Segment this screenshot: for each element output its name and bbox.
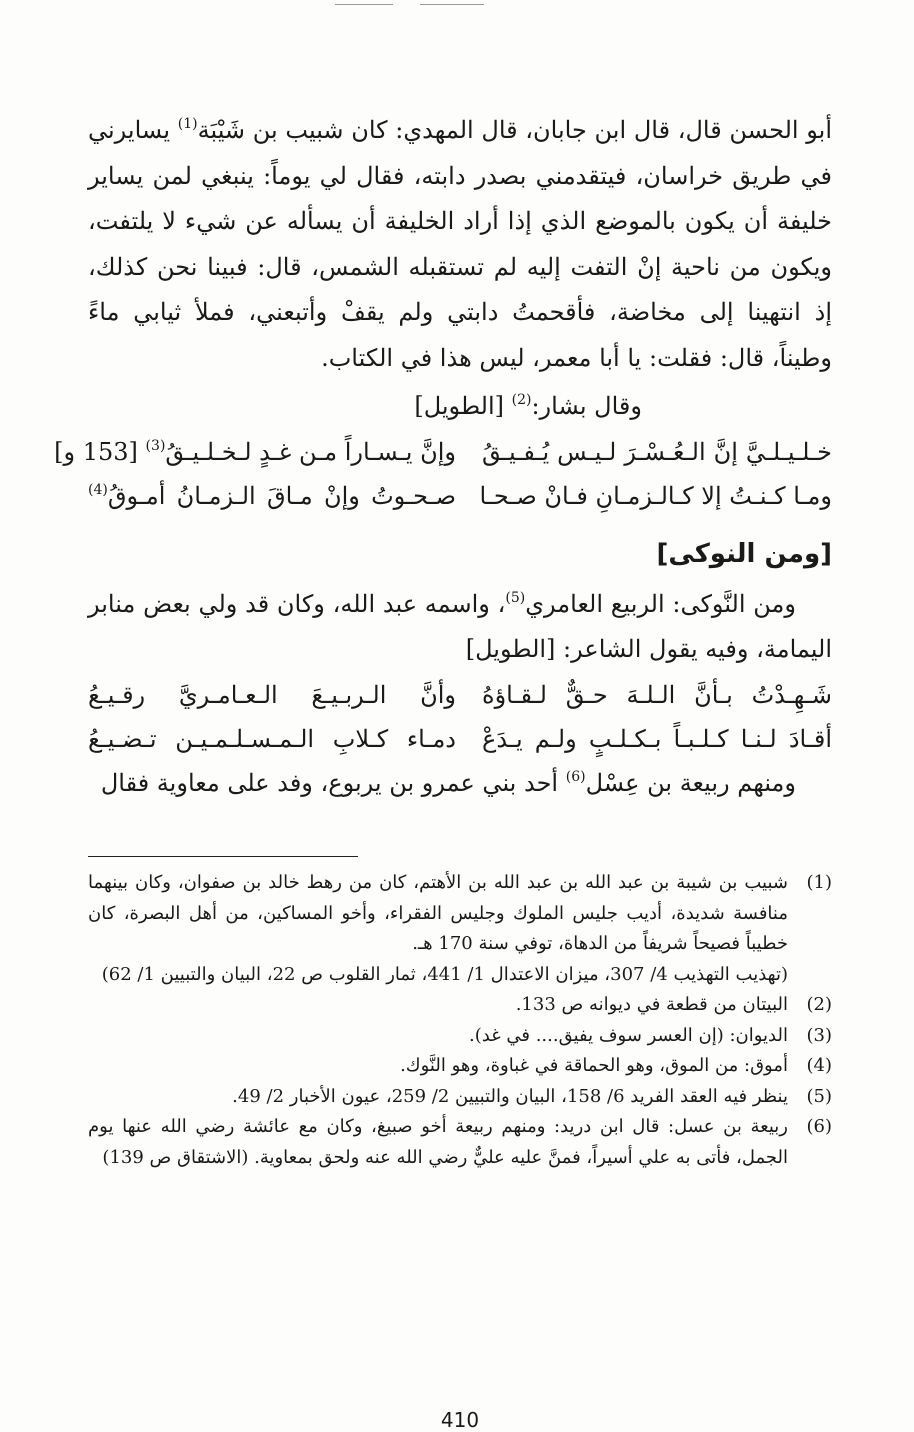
footnote-text: البيتان من قطعة في ديوانه ص 133. — [515, 994, 788, 1015]
footnote-6 — [88, 1112, 832, 1173]
paragraph-text: ومن النَّوكى: الربيع العامري — [525, 589, 796, 618]
paragraph-rabia-isl — [88, 761, 832, 807]
poet-intro-bashar — [88, 382, 832, 430]
paragraph-rabi-amiri — [88, 582, 832, 673]
paragraph-text-continued: أحد بني عمرو بن يربوع، وفد على معاوية فقال — [100, 768, 566, 797]
verse-hemistich-first: أقـادَ لـنـا كـلـبـاً بـكـلـبٍ ولـم يـدَعْ — [482, 724, 832, 753]
footnote-ref-2: (2) — [511, 391, 532, 408]
footnote-1 — [88, 868, 832, 990]
footnote-text: ربيعة بن عسل: قال ابن دريد: ومنهم ربيعة أخو صبيغ، وكان مع عائشة رضي الله عنها يوم الجمل، فأتى به علي أسيراً، فمنَّ عليه عليٌّ رضي الله عنه ولحق بمعاوية. (الاشتقاق ص 139) — [88, 1116, 788, 1168]
page-body — [54, 108, 833, 1432]
footnote-body — [88, 868, 788, 990]
footnote-number: (4) — [806, 1055, 832, 1076]
manuscript-folio-mark: [153 و] — [54, 437, 146, 466]
verse-hemistich-second: وأنَّ الـربـيـعَ الـعـامـريَّ رقـيـعُ — [88, 680, 456, 709]
footnote-2 — [88, 990, 832, 1021]
footnote-text: الديوان: (إن العسر سوف يفيق.... في غد). — [469, 1024, 788, 1046]
footnote-4 — [88, 1051, 832, 1082]
verse-hemistich-first: شَـهِـدْتُ بـأنَّ الـلـهَ حـقٌّ لـقـاؤهُ — [482, 680, 832, 709]
verse-line-4 — [88, 717, 832, 761]
verse-hemistich-first: خـلـيـلـيَّ إنَّ الـعُـسْـرَ لـيـس يُـفـيـقُ — [482, 437, 832, 466]
meter-label: [الطويل] — [414, 391, 512, 420]
hemistich-text: صـحـوتُ وإنْ مـاقَ الـزمـانُ أمـوقُ — [107, 481, 456, 510]
paragraph-mahdi-anecdote — [88, 108, 832, 382]
footnote-5 — [88, 1082, 832, 1113]
footnote-number: (2) — [806, 994, 832, 1015]
verse-line-1 — [54, 430, 832, 474]
footnote-3 — [88, 1021, 832, 1052]
footnote-ref-5: (5) — [505, 589, 526, 606]
page-number: 410 — [440, 1408, 480, 1432]
footnote-ref-3: (3) — [145, 437, 166, 454]
verse-hemistich-second — [88, 474, 456, 518]
paragraph-text: أبو الحسن قال، قال ابن جابان، قال المهدي: كان شبيب بن شَيْبَة — [197, 116, 833, 144]
verse-line-2 — [88, 474, 832, 518]
verse-hemistich-second — [54, 430, 456, 474]
footnotes — [88, 868, 832, 1173]
footnote-number: (6) — [806, 1116, 832, 1137]
hemistich-text: وإنَّ يـسـاراً مـن غـدٍ لـخـلـيـقُ — [165, 437, 456, 466]
header-rule-left — [335, 4, 393, 5]
footnote-number: (5) — [806, 1085, 832, 1107]
paragraph-text-continued: ، واسمه عبد الله، وكان قد ولي بعض منابر اليمامة، وفيه يقول الشاعر: [الطويل] — [88, 589, 832, 664]
section-title: [ومن النوكى] — [656, 538, 832, 569]
footnote-number: (3) — [806, 1024, 832, 1046]
footnote-text: أموق: من الموق، وهو الحماقة في غباوة، وهو النَّوك. — [400, 1055, 788, 1076]
footnote-text: شبيب بن شيبة بن عبد الله بن عبد الله بن الأهتم، كان من رهط خالد بن صفوان، وكان بينهما منافسة شديدة، أديب جليس الملوك وجليس الفقراء، وأخو المساكين، من أهل البصرة، كان خطيباً فصيحاً شريفاً من الدهاة، توفي سنة 170 هـ. — [88, 872, 788, 954]
footnote-sources: (تهذيب التهذيب 4/ 307، ميزان الاعتدال 1/ 441، ثمار القلوب ص 22، البيان والتبيين 1/ 62) — [101, 963, 788, 985]
verse-line-3 — [88, 673, 832, 717]
poet-intro-text: وقال بشار: — [531, 391, 642, 420]
header-rule-right — [420, 4, 484, 5]
footnote-ref-6: (6) — [565, 768, 586, 785]
paragraph-text: ومنهم ربيعة بن عِسْل — [585, 768, 796, 797]
footnote-ref-4: (4) — [88, 481, 108, 498]
footnote-text: ينظر فيه العقد الفريد 6/ 158، البيان والتبيين 2/ 259، عيون الأخبار 2/ 49. — [232, 1085, 788, 1107]
footnote-ref-1: (1) — [177, 116, 198, 132]
footnote-separator — [88, 856, 358, 857]
paragraph-text-continued: يسايرني في طريق خراسان، فيتقدمني بصدر دابته، فقال لي يوماً: ينبغي لمن يساير خليفة أن يكون بالموضع الذي إذا أراد الخليفة أن يسأله عن شيء لا يلتفت، ويكون من ناحية إنْ التفت إليه لم تستقبله الشمس، قال: فبينا نحن كذلك، إذ انتهينا إلى مخاضة، فأقحمتُ دابتي ولم يقفْ وأتبعني، فملأ ثيابي ماءً وطيناً، قال: فقلت: يا أبا معمر، ليس هذا في الكتاب. — [88, 116, 832, 372]
verse-hemistich-first: ومـا كـنـتُ إلا كـالـزمـانِ فـانْ صـحـا — [479, 481, 832, 510]
footnote-number: (1) — [806, 872, 832, 893]
verse-hemistich-second: دمـاء كـلابِ الـمـسـلـمـيـن تـضـيـعُ — [88, 724, 456, 753]
